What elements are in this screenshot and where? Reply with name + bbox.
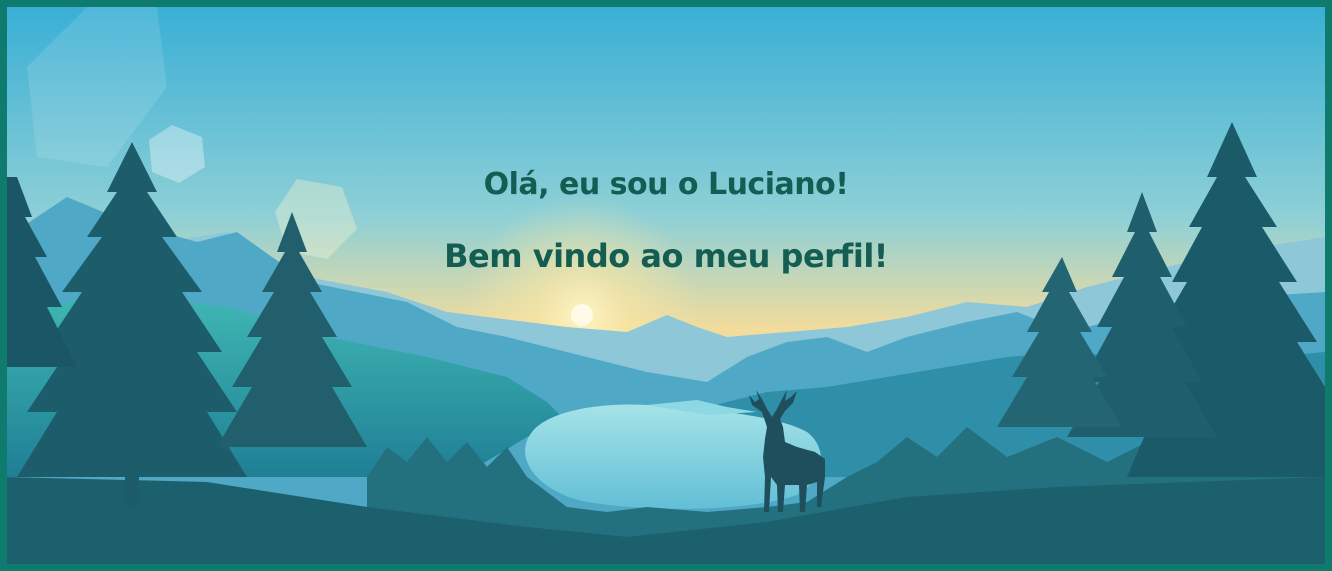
sun-icon bbox=[571, 304, 593, 326]
landscape-background bbox=[7, 7, 1325, 564]
welcome-subheading: Bem vindo ao meu perfil! bbox=[444, 237, 888, 275]
greeting-heading: Olá, eu sou o Luciano! bbox=[483, 167, 849, 202]
